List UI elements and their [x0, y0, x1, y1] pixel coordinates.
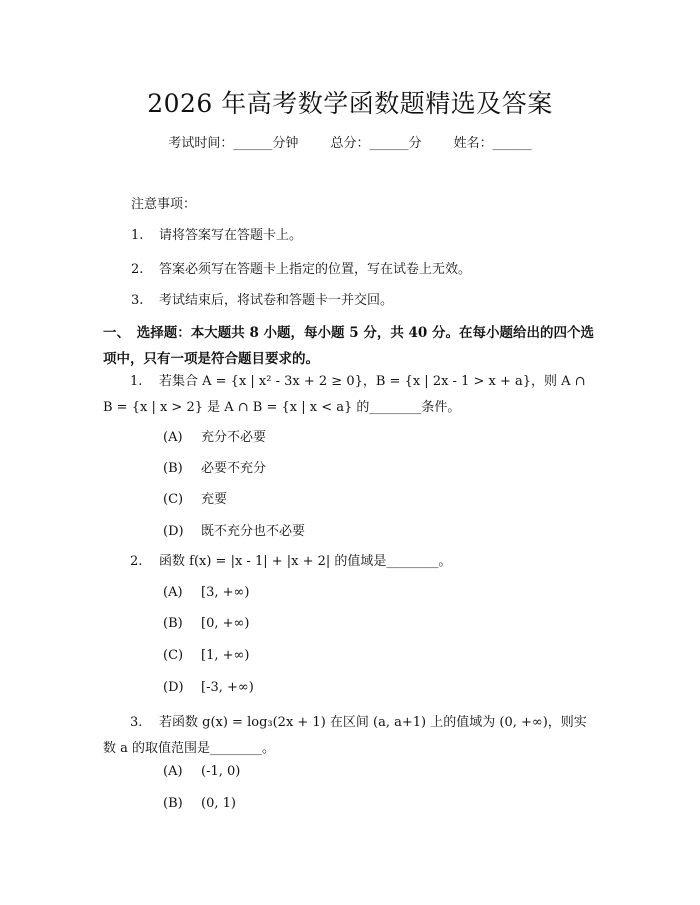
notice-item: [131, 224, 302, 243]
option-label: (D): [163, 680, 184, 695]
option-item: [163, 648, 249, 663]
total-score-field: [330, 136, 421, 151]
notice-heading: 注意事项：: [131, 197, 197, 212]
question-text: 函数 f(x) = |x - 1| + |x + 2| 的值域是________。: [159, 554, 452, 569]
option-item: [163, 520, 305, 539]
option-text: (-1, 0): [201, 764, 241, 779]
option-item: [163, 680, 254, 695]
exam-time-unit: 分钟: [272, 136, 299, 151]
option-item: [163, 764, 240, 779]
total-score-label: 总分：: [330, 136, 370, 151]
option-label: (A): [163, 764, 183, 779]
question-number: 2.: [130, 554, 143, 569]
option-label: (D): [163, 524, 184, 539]
name-label: 姓名：: [453, 136, 493, 151]
name-blank: ______: [492, 136, 532, 151]
option-item: [163, 616, 249, 631]
option-label: (B): [163, 461, 183, 476]
option-item: [163, 796, 236, 811]
name-field: [454, 136, 532, 151]
option-label: (C): [163, 648, 184, 663]
notice-item-text: 请将答案写在答题卡上。: [159, 228, 303, 243]
exam-time-blank: ______: [233, 136, 273, 151]
option-item: [163, 426, 266, 445]
option-label: (B): [163, 616, 183, 631]
option-label: (A): [163, 430, 183, 445]
question-text: 若集合 A = {x | x² - 3x + 2 ≥ 0}，B = {x | 2x - 1 > x + a}，则 A ∩ B = {x | x > 2} 是 A ∩ B = {x | x < a} 的________条件。: [103, 374, 586, 415]
exam-info-line: [0, 132, 700, 151]
question-text: 若函数 g(x) = log₃(2x + 1) 在区间 (a, a+1) 上的值域为 (0, +∞)，则实数 a 的取值范围是________。: [103, 715, 587, 756]
option-text: [0, +∞): [201, 616, 250, 631]
question-number: 3.: [130, 715, 143, 730]
exam-time-label: 考试时间：: [168, 136, 234, 151]
notice-item-text: 答案必须写在答题卡上指定的位置，写在试卷上无效。: [159, 262, 472, 277]
notice-item-number: 2.: [131, 262, 144, 277]
total-score-unit: 分: [408, 136, 422, 151]
page-title: 2026 年高考数学函数题精选及答案: [147, 89, 553, 118]
option-text: [-3, +∞): [201, 680, 254, 695]
notice-item-number: 3.: [131, 293, 144, 308]
notice-item: [131, 289, 393, 308]
exam-time-field: [168, 136, 298, 151]
option-text: [3, +∞): [201, 585, 250, 600]
question-3: [103, 710, 598, 762]
question-2: [103, 549, 598, 575]
option-text: [1, +∞): [201, 648, 250, 663]
option-label: (C): [163, 492, 184, 507]
option-label: (A): [163, 585, 183, 600]
total-score-blank: ______: [369, 136, 409, 151]
option-text: 充要: [201, 492, 228, 507]
question-1: [103, 369, 598, 421]
notice-item: [131, 258, 471, 277]
notice-item-text: 考试结束后，将试卷和答题卡一并交回。: [159, 293, 394, 308]
option-item: [163, 488, 227, 507]
option-text: 充分不必要: [201, 430, 267, 445]
option-text: (0, 1): [201, 796, 236, 811]
section-heading: 一、 选择题：本大题共 8 小题，每小题 5 分，共 40 分。在每小题给出的四个选项中，只有一项是符合题目要求的。: [103, 325, 595, 367]
option-label: (B): [163, 796, 183, 811]
notice-item-number: 1.: [131, 228, 144, 243]
option-item: [163, 585, 249, 600]
option-item: [163, 457, 266, 476]
question-number: 1.: [130, 374, 143, 389]
option-text: 既不充分也不必要: [201, 524, 306, 539]
option-text: 必要不充分: [201, 461, 267, 476]
